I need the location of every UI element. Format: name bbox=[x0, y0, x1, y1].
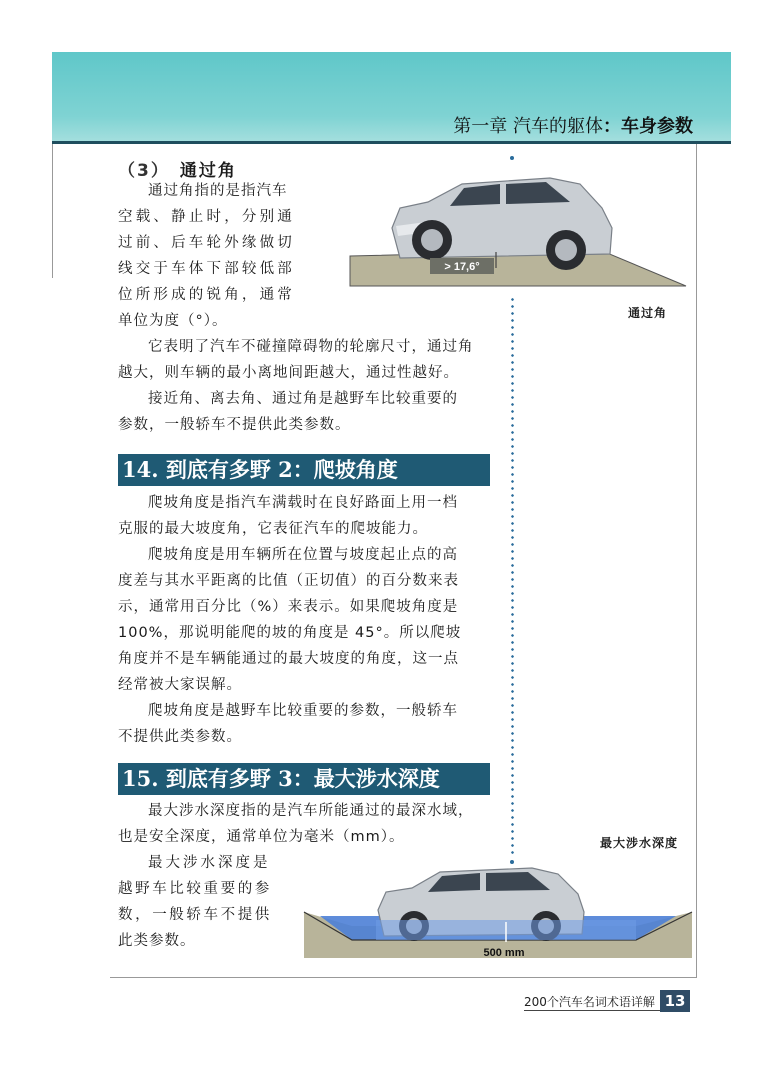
paragraph-line: 爬坡角度是指汽车满载时在良好路面上用一档 bbox=[148, 495, 458, 511]
paragraph-line: 它表明了汽车不碰撞障碍物的轮廓尺寸，通过角 bbox=[148, 339, 474, 355]
frame-right bbox=[696, 144, 697, 978]
wrap-line: 此类参数。 bbox=[118, 933, 196, 949]
section-title-bar: 15. 到底有多野 3：最大涉水深度 bbox=[118, 763, 490, 795]
paragraph-line: 角度并不是车辆能通过的最大坡度的角度，这一点 bbox=[118, 651, 459, 667]
car-image bbox=[392, 178, 612, 270]
wrap-line: 过前、后车轮外缘做切 bbox=[118, 235, 295, 251]
paragraph-line: 不提供此类参数。 bbox=[118, 729, 242, 745]
book-title: 200个汽车名词术语详解 bbox=[524, 995, 655, 1009]
paragraph-line: 最大涉水深度指的是汽车所能通过的最深水域， bbox=[148, 803, 474, 819]
section-heading-ramp-angle: （3） 通过角 bbox=[118, 161, 237, 181]
header-rule bbox=[52, 141, 731, 144]
page-number: 13 bbox=[660, 990, 690, 1012]
paragraph-line: 接近角、离去角、通过角是越野车比较重要的 bbox=[148, 391, 458, 407]
breakover-angle-label: > 17,6° bbox=[444, 261, 480, 273]
chapter-title: 第一章 汽车的躯体：车身参数 bbox=[453, 116, 693, 137]
wrap-line: 最大涉水深度是 bbox=[148, 855, 271, 871]
wading-depth-figure bbox=[300, 862, 696, 962]
paragraph-line: 100%，那说明能爬的坡的角度是 45°。所以爬坡 bbox=[118, 625, 462, 641]
wrap-line: 位所形成的锐角，通常 bbox=[118, 287, 295, 303]
wrap-line: 通过角指的是指汽车 bbox=[148, 183, 288, 199]
footer-rule bbox=[524, 1010, 660, 1011]
paragraph-line: 示，通常用百分比（%）来表示。如果爬坡角度是 bbox=[118, 599, 459, 615]
breakover-angle-figure bbox=[340, 168, 696, 290]
wrap-line: 线交于车体下部较低部 bbox=[118, 261, 295, 277]
paragraph-line: 爬坡角度是越野车比较重要的参数，一般轿车 bbox=[148, 703, 458, 719]
paragraph-line: 越大，则车辆的最小离地间距越大，通过性越好。 bbox=[118, 365, 459, 381]
paragraph-line: 克服的最大坡度角，它表征汽车的爬坡能力。 bbox=[118, 521, 428, 537]
wading-depth-label: 500 mm bbox=[483, 947, 525, 959]
section-title-bar: 14. 到底有多野 2：爬坡角度 bbox=[118, 454, 490, 486]
frame-bottom bbox=[110, 977, 697, 978]
paragraph-line: 爬坡角度是用车辆所在位置与坡度起止点的高 bbox=[148, 547, 458, 563]
divider-tick bbox=[510, 156, 514, 160]
dotted-divider bbox=[511, 296, 514, 856]
paragraph-line: 也是安全深度，通常单位为毫米（mm）。 bbox=[118, 829, 405, 845]
figure-caption: 通过角 bbox=[628, 306, 668, 320]
wrap-line: 单位为度（°）。 bbox=[118, 313, 228, 329]
wrap-line: 数，一般轿车不提供 bbox=[118, 907, 272, 923]
paragraph-line: 经常被大家误解。 bbox=[118, 677, 242, 693]
paragraph-line: 度差与其水平距离的比值（正切值）的百分数来表 bbox=[118, 573, 459, 589]
frame-left bbox=[52, 144, 53, 278]
paragraph-line: 参数，一般轿车不提供此类参数。 bbox=[118, 417, 351, 433]
figure-caption: 最大涉水深度 bbox=[600, 836, 679, 850]
wrap-line: 越野车比较重要的参 bbox=[118, 881, 272, 897]
wrap-line: 空载、静止时，分别通 bbox=[118, 209, 295, 225]
